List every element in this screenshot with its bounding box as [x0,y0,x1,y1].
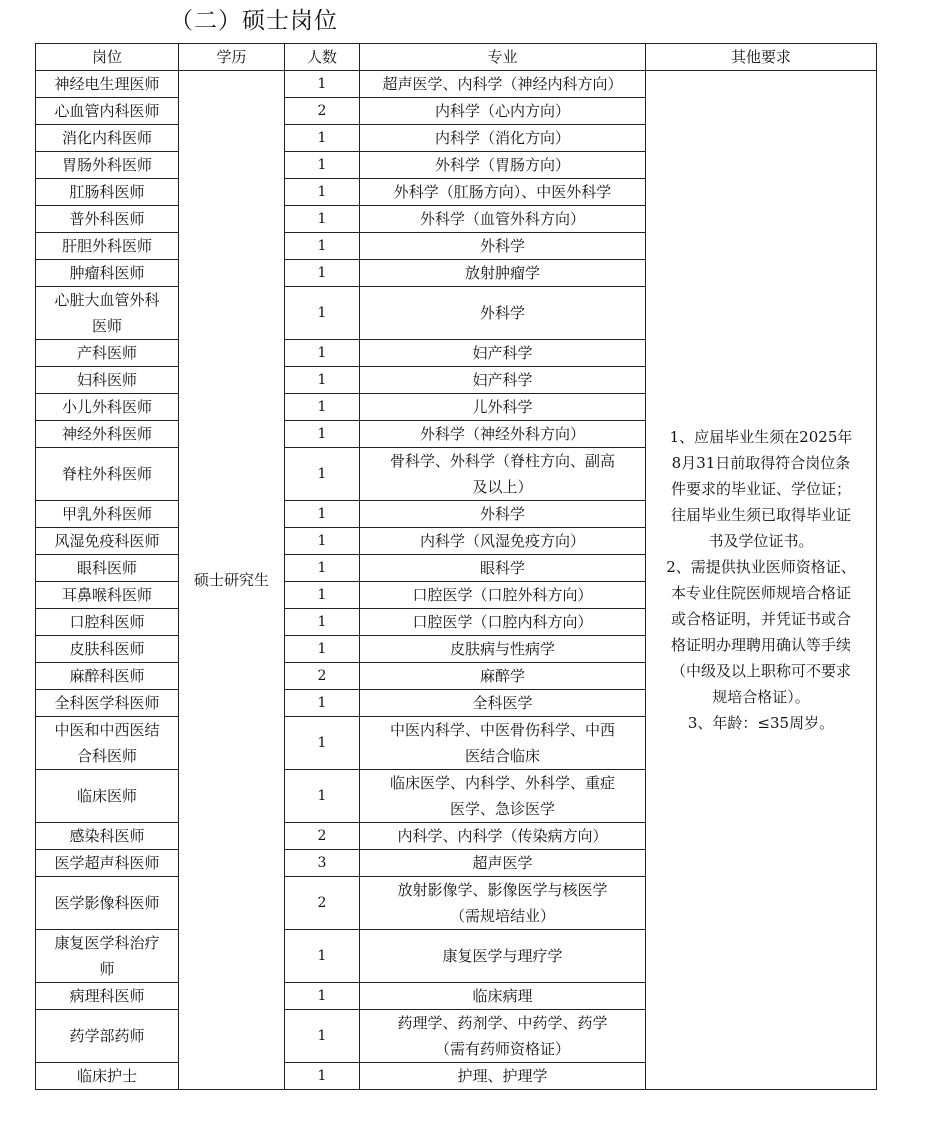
count-cell: 1 [285,71,360,98]
count-cell: 2 [285,663,360,690]
major-cell [360,125,646,152]
position-text: 消化内科医师 [61,129,152,147]
major-cell [360,823,646,850]
position-cell [36,1010,179,1063]
major-cell [360,367,646,394]
position-cell [36,930,179,983]
major-cell [360,930,646,983]
major-text: （需有药师资格证） [434,1040,570,1058]
requirement-line: 书及学位证书。 [708,532,814,550]
major-cell [360,421,646,448]
position-cell [36,528,179,555]
position-text: 口腔科医师 [69,613,145,631]
position-cell [36,717,179,770]
position-text: 神经电生理医师 [54,75,160,93]
count-cell: 1 [285,690,360,717]
major-text: 中医内科学、中医骨伤科学、中西 [389,721,615,739]
position-cell [36,340,179,367]
major-text: 儿外科学 [472,398,533,416]
position-cell [36,877,179,930]
header-count: 人数 [285,44,360,71]
position-cell [36,287,179,340]
position-text: 合科医师 [76,747,137,765]
position-cell [36,555,179,582]
position-text: 肝胆外科医师 [61,237,152,255]
header-major: 专业 [360,44,646,71]
count-cell: 1 [285,555,360,582]
position-cell [36,152,179,179]
major-text: 放射肿瘤学 [464,264,540,282]
position-cell [36,609,179,636]
count-cell: 1 [285,717,360,770]
position-text: 康复医学科治疗 [54,934,160,952]
position-text: 心脏大血管外科 [54,291,160,309]
count-cell: 1 [285,528,360,555]
major-text: 皮肤病与性病学 [449,640,555,658]
count-cell: 2 [285,98,360,125]
count-cell: 1 [285,501,360,528]
major-cell [360,152,646,179]
major-cell [360,501,646,528]
position-text: 风湿免疫科医师 [54,532,160,550]
positions-table [35,43,877,1090]
position-cell [36,206,179,233]
position-cell [36,983,179,1010]
position-text: 感染科医师 [69,827,145,845]
count-cell: 1 [285,367,360,394]
section-title: （二）硕士岗位 [170,8,338,34]
major-cell [360,555,646,582]
position-cell [36,125,179,152]
major-cell [360,260,646,287]
major-cell [360,850,646,877]
position-text: 小儿外科医师 [61,398,152,416]
count-cell: 1 [285,233,360,260]
position-text: 耳鼻喉科医师 [61,586,152,604]
major-cell [360,287,646,340]
position-cell [36,690,179,717]
requirement-line: 3、年龄：≤35周岁。 [687,714,835,732]
count-cell: 1 [285,152,360,179]
count-cell: 1 [285,1010,360,1063]
major-text: 骨科学、外科学（脊柱方向、副高 [389,452,615,470]
major-text: 临床医学、内科学、外科学、重症 [389,774,615,792]
count-cell: 1 [285,287,360,340]
count-cell: 1 [285,448,360,501]
major-text: 口腔医学（口腔外科方向） [412,586,593,604]
major-text: （需规培结业） [449,907,555,925]
major-text: 外科学（血管外科方向） [419,210,585,228]
position-text: 甲乳外科医师 [61,505,152,523]
position-text: 医学超声科医师 [54,854,160,872]
count-cell: 2 [285,823,360,850]
position-text: 妇科医师 [76,371,137,389]
position-text: 普外科医师 [69,210,145,228]
header-other: 其他要求 [646,44,877,71]
position-cell [36,850,179,877]
major-cell [360,582,646,609]
position-text: 肿瘤科医师 [69,264,145,282]
major-cell [360,877,646,930]
major-text: 内科学（心内方向） [434,102,570,120]
count-cell: 1 [285,609,360,636]
position-cell [36,770,179,823]
position-cell [36,421,179,448]
major-text: 医学、急诊医学 [449,800,555,818]
major-text: 及以上） [472,478,533,496]
major-text: 外科学 [479,505,525,523]
major-text: 外科学 [479,304,525,322]
position-cell [36,394,179,421]
count-cell: 1 [285,125,360,152]
position-text: 中医和中西医结 [54,721,160,739]
position-cell [36,179,179,206]
major-cell [360,448,646,501]
major-text: 外科学（肛肠方向）、中医外科学 [393,183,612,201]
requirement-line: 2、需提供执业医师资格证、 [666,558,856,576]
position-text: 医学影像科医师 [54,894,160,912]
count-cell: 1 [285,636,360,663]
position-text: 病理科医师 [69,987,145,1005]
major-cell [360,636,646,663]
major-cell [360,609,646,636]
position-cell [36,71,179,98]
position-cell [36,1063,179,1090]
count-cell: 1 [285,260,360,287]
position-cell [36,448,179,501]
major-text: 内科学（消化方向） [434,129,570,147]
position-text: 临床护士 [76,1067,137,1085]
major-text: 康复医学与理疗学 [442,947,563,965]
major-text: 内科学（风湿免疫方向） [419,532,585,550]
position-text: 神经外科医师 [61,425,152,443]
requirement-line: 往届毕业生须已取得毕业证 [670,506,851,524]
requirement-line: 格证明办理聘用确认等手续 [670,636,851,654]
position-cell [36,233,179,260]
major-cell [360,233,646,260]
position-cell [36,260,179,287]
requirement-line: 规培合格证）。 [712,688,810,706]
major-cell [360,717,646,770]
major-cell [360,663,646,690]
major-text: 眼科学 [479,559,525,577]
major-cell [360,179,646,206]
major-cell [360,983,646,1010]
count-cell: 1 [285,394,360,421]
position-text: 皮肤科医师 [69,640,145,658]
count-cell: 1 [285,1063,360,1090]
major-text: 外科学（神经外科方向） [419,425,585,443]
major-text: 外科学 [479,237,525,255]
position-cell [36,98,179,125]
major-text: 超声医学 [472,854,533,872]
table-header-row [36,44,877,71]
major-cell [360,528,646,555]
major-cell [360,770,646,823]
position-text: 胃肠外科医师 [61,156,152,174]
count-cell: 2 [285,877,360,930]
position-text: 产科医师 [76,344,137,362]
position-cell [36,582,179,609]
count-cell: 1 [285,582,360,609]
position-cell [36,636,179,663]
position-cell [36,823,179,850]
position-cell [36,367,179,394]
position-text: 药学部药师 [69,1027,145,1045]
major-text: 护理、护理学 [457,1067,548,1085]
major-text: 麻醉学 [479,667,525,685]
major-cell [360,1010,646,1063]
position-text: 师 [99,960,115,978]
major-cell [360,340,646,367]
count-cell: 1 [285,421,360,448]
requirement-line: 件要求的毕业证、学位证； [670,480,851,498]
major-text: 内科学、内科学（传染病方向） [397,827,608,845]
count-cell: 1 [285,179,360,206]
requirement-line: 1、应届毕业生须在2025年 [669,428,853,446]
major-cell [360,1063,646,1090]
table-body [36,71,877,1090]
major-text: 放射影像学、影像医学与核医学 [397,881,608,899]
major-cell [360,690,646,717]
major-cell [360,71,646,98]
major-text: 口腔医学（口腔内科方向） [412,613,593,631]
major-text: 妇产科学 [472,371,533,389]
position-text: 麻醉科医师 [69,667,145,685]
education-cell: 硕士研究生 [179,71,285,1090]
major-text: 外科学（胃肠方向） [434,156,570,174]
position-text: 全科医学科医师 [54,694,160,712]
position-cell [36,663,179,690]
count-cell: 1 [285,206,360,233]
requirement-line: 本专业住院医师规培合格证 [670,584,851,602]
major-text: 医结合临床 [464,747,540,765]
other-requirements-cell [646,71,877,1090]
major-cell [360,394,646,421]
count-cell: 3 [285,850,360,877]
requirement-line: 或合格证明，并凭证书或合 [670,610,851,628]
position-text: 心血管内科医师 [54,102,160,120]
requirement-line: 8月31日前取得符合岗位条 [671,454,851,472]
major-text: 药理学、药剂学、中药学、药学 [397,1014,608,1032]
major-text: 超声医学、内科学（神经内科方向） [382,75,623,93]
table-row [36,71,877,98]
position-text: 脊柱外科医师 [61,465,152,483]
position-text: 肛肠科医师 [69,183,145,201]
position-text: 眼科医师 [76,559,137,577]
position-text: 医师 [91,317,122,335]
major-text: 临床病理 [472,987,533,1005]
count-cell: 1 [285,930,360,983]
count-cell: 1 [285,770,360,823]
count-cell: 1 [285,340,360,367]
position-cell [36,501,179,528]
major-text: 全科医学 [472,694,533,712]
header-education: 学历 [179,44,285,71]
header-position: 岗位 [36,44,179,71]
major-cell [360,206,646,233]
major-cell [360,98,646,125]
position-text: 临床医师 [76,787,137,805]
count-cell: 1 [285,983,360,1010]
requirement-line: （中级及以上职称可不要求 [670,662,851,680]
major-text: 妇产科学 [472,344,533,362]
